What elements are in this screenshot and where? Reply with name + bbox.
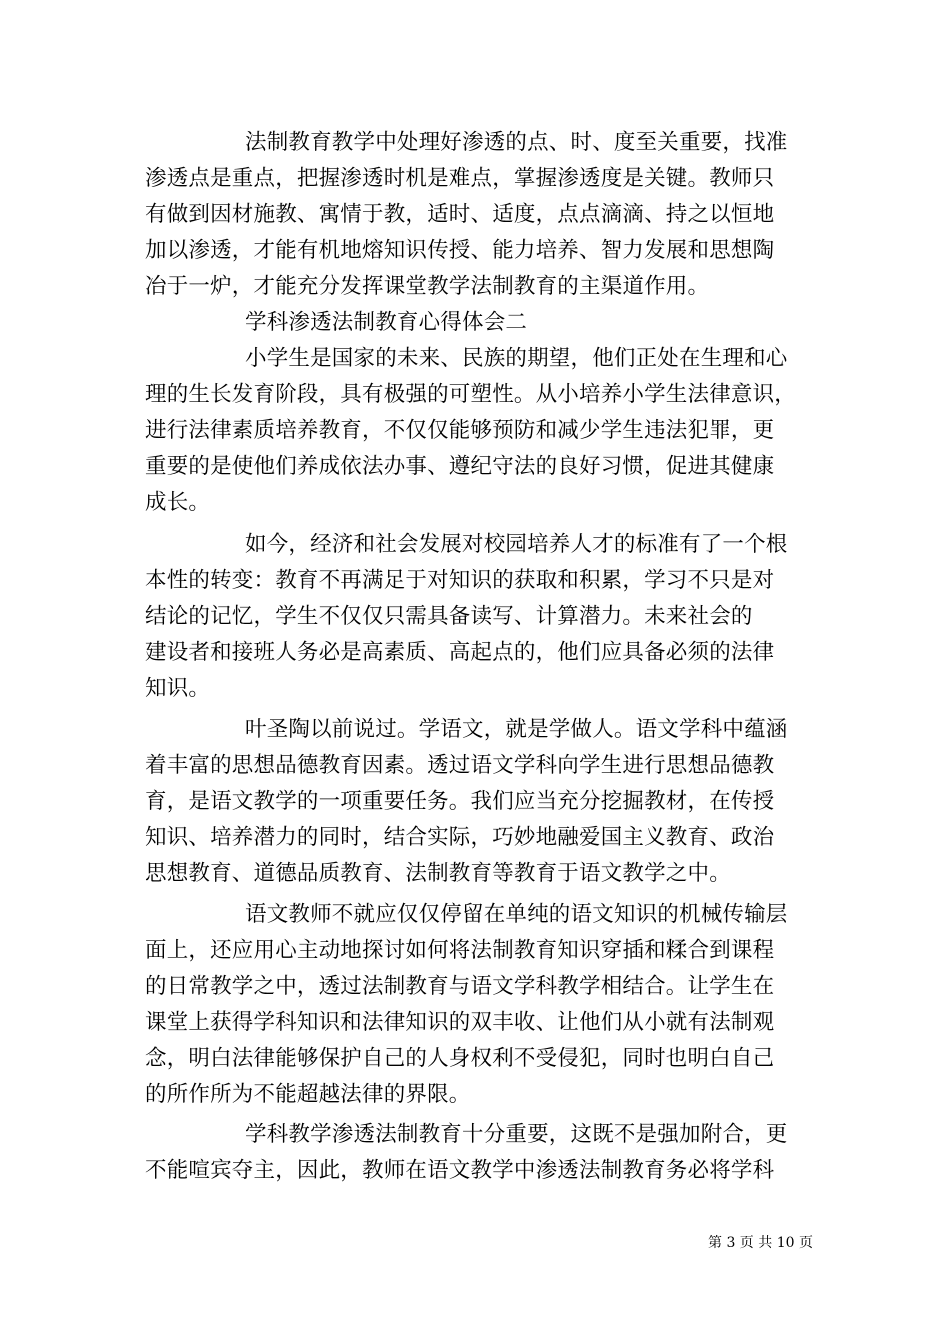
text-line: 面上，还应用心主动地探讨如何将法制教育知识穿插和糅合到课程 <box>145 938 775 963</box>
text-line: 知识。 <box>145 676 211 701</box>
text-line: 渗透点是重点，把握渗透时机是难点，掌握渗透度是关键。教师只 <box>145 166 775 191</box>
text-line: 知识、培养潜力的同时，结合实际，巧妙地融爱国主义教育、政治 <box>145 825 775 850</box>
text-line: 的日常教学之中，透过法制教育与语文学科教学相结合。让学生在 <box>145 974 775 999</box>
text-line: 进行法律素质培养教育，不仅仅能够预防和减少学生违法犯罪，更 <box>145 418 775 443</box>
text-line: 念，明白法律能够保护自己的人身权利不受侵犯，同时也明白自己 <box>145 1046 775 1071</box>
text-line: 学科教学渗透法制教育十分重要，这既不是强加附合，更 <box>245 1122 788 1147</box>
text-line: 重要的是使他们养成依法办事、遵纪守法的良好习惯，促进其健康 <box>145 454 775 479</box>
text-line: 育，是语文教学的一项重要任务。我们应当充分挖掘教材，在传授 <box>145 789 775 814</box>
section-heading: 学科渗透法制教育心得体会二 <box>245 310 528 335</box>
text-line: 不能喧宾夺主，因此，教师在语文教学中渗透法制教育务必将学科 <box>145 1158 775 1183</box>
text-line: 的所作所为不能超越法律的界限。 <box>145 1082 471 1107</box>
text-line: 有做到因材施教、寓情于教，适时、适度，点点滴滴、持之以恒地 <box>145 202 775 227</box>
text-line: 建设者和接班人务必是高素质、高起点的，他们应具备必须的法律 <box>145 640 775 665</box>
text-line: 小学生是国家的未来、民族的期望，他们正处在生理和心 <box>245 346 788 371</box>
page-number: 第 3 页 共 10 页 <box>708 1235 813 1251</box>
text-line: 成长。 <box>145 490 211 515</box>
text-line: 语文教师不就应仅仅停留在单纯的语文知识的机械传输层 <box>245 902 788 927</box>
text-line: 如今，经济和社会发展对校园培养人才的标准有了一个根 <box>245 532 788 557</box>
text-line: 本性的转变：教育不再满足于对知识的获取和积累，学习不只是对 <box>145 568 775 593</box>
text-line: 理的生长发育阶段，具有极强的可塑性。从小培养小学生法律意识， <box>145 382 797 407</box>
text-line: 冶于一炉，才能充分发挥课堂教学法制教育的主渠道作用。 <box>145 274 710 299</box>
text-line: 法制教育教学中处理好渗透的点、时、度至关重要，找准 <box>245 130 788 155</box>
text-line: 叶圣陶以前说过。学语文，就是学做人。语文学科中蕴涵 <box>245 717 788 742</box>
text-line: 结论的记忆，学生不仅仅只需具备读写、计算潜力。未来社会的 <box>145 604 753 629</box>
text-line: 加以渗透，才能有机地熔知识传授、能力培养、智力发展和思想陶 <box>145 238 775 263</box>
text-line: 课堂上获得学科知识和法律知识的双丰收、让他们从小就有法制观 <box>145 1010 775 1035</box>
text-line: 思想教育、道德品质教育、法制教育等教育于语文教学之中。 <box>145 861 731 886</box>
text-line: 着丰富的思想品德教育因素。透过语文学科向学生进行思想品德教 <box>145 753 775 778</box>
